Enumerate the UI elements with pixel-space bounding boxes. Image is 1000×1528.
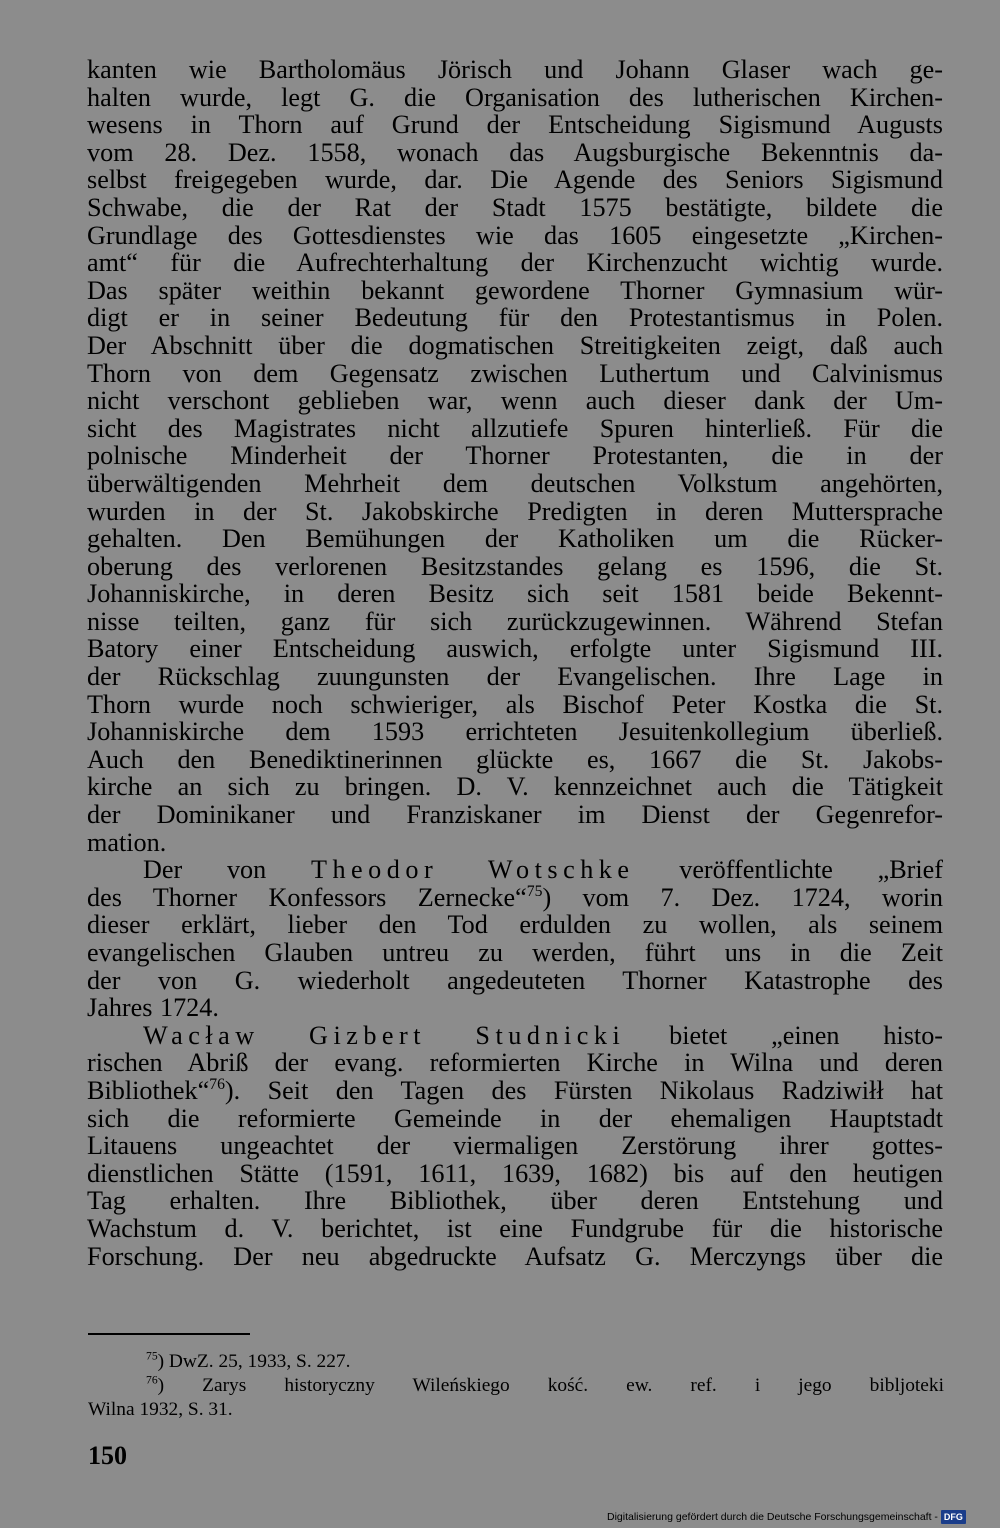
text-line: Batory einer Entscheidung auswich, erfolgte unter Sigismund III. [87, 634, 943, 664]
dfg-logo-icon: DFG [941, 1510, 966, 1524]
text-line: digt er in seiner Bedeutung für den Protestantismus in Polen. [87, 303, 943, 333]
text-line: kanten wie Bartholomäus Jörisch und Johann Glaser wach ge- [87, 55, 943, 84]
text-line: der von G. wiederholt angedeuteten Thorner Katastrophe des [87, 965, 943, 995]
text-line: Das später weithin bekannt gewordene Thorner Gymnasium wür- [87, 275, 943, 305]
text-line: vom 28. Dez. 1558, wonach das Augsburgische Bekenntnis da- [87, 137, 943, 167]
paragraph-3 [87, 1022, 943, 1270]
text-line: dieser erklärt, lieber den Tod erdulden zu wollen, als seinem [87, 910, 943, 940]
author-name: Wacław Gizbert Studnicki [143, 1020, 626, 1050]
text-line: Thorn von dem Gegensatz zwischen Luthertum und Calvinismus [87, 358, 943, 388]
text-line: Jahres 1724. [87, 993, 219, 1023]
credit-text: Digitalisierung gefördert durch die Deutsche Forschungsgemeinschaft - [607, 1511, 938, 1523]
paragraph-1 [87, 56, 943, 856]
text-line: der Rückschlag zuungunsten der Evangelischen. Ihre Lage in [87, 662, 943, 692]
text-line: gehalten. Den Bemühungen der Katholiken um die Rücker- [87, 524, 943, 554]
text-line: Der Abschnitt über die dogmatischen Streitigkeiten zeigt, daß auch [87, 330, 943, 360]
text-line: sicht des Magistrates nicht allzutiefe Spuren hinterließ. Für die [87, 413, 943, 443]
footnote-76-continuation: Wilna 1932, S. 31. [88, 1399, 233, 1420]
text-line: Johanniskirche dem 1593 errichteten Jesuitenkollegium überließ. [87, 717, 943, 747]
text-line: mation. [87, 827, 167, 857]
text-line: sich die reformierte Gemeinde in der ehemaligen Hauptstadt [87, 1103, 943, 1133]
text-line: Forschung. Der neu abgedruckte Aufsatz G. Merczyngs über die [87, 1241, 943, 1271]
text-line: Bibliothek“$^{76}$). Seit den Tagen des Fürsten Nikolaus Radziwiłł hat [87, 1075, 943, 1105]
text-line: halten wurde, legt G. die Organisation des lutherischen Kirchen- [87, 82, 943, 112]
text-line: Litauens ungeachtet der viermaligen Zerstörung ihrer gottes- [87, 1131, 943, 1161]
text-line: Grundlage des Gottesdienstes wie das 1605 eingesetzte „Kirchen- [87, 220, 943, 250]
text-line: des Thorner Konfessors Zernecke“$^{75}$) vom 7. Dez. 1724, worin [87, 882, 943, 912]
text-line: Tag erhalten. Ihre Bibliothek, über deren Entstehung und [87, 1186, 943, 1216]
text-line: nicht verschont geblieben war, wenn auch dieser dank der Um- [87, 386, 943, 416]
text-line: selbst freigegeben wurde, dar. Die Agende des Seniors Sigismund [87, 165, 943, 195]
text-line: wesens in Thorn auf Grund der Entscheidung Sigismund Augusts [87, 110, 943, 140]
digitization-credit [607, 1508, 966, 1526]
text-line: polnische Minderheit der Thorner Protestanten, die in der [87, 441, 943, 471]
footnote-rule [88, 1333, 250, 1335]
text-line: rischen Abriß der evang. reformierten Kirche in Wilna und deren [87, 1048, 943, 1078]
text-line: Wachstum d. V. berichtet, ist eine Fundgrube für die historische [87, 1213, 943, 1243]
text-line: oberung des verlorenen Besitzstandes gelang es 1596, die St. [87, 551, 943, 581]
footnote-75: $^{75}$) DwZ. 25, 1933, S. 227. [146, 1349, 351, 1372]
paragraph-2 [87, 856, 943, 1022]
text-line: kirche an sich zu bringen. D. V. kennzeichnet auch die Tätigkeit [87, 772, 943, 802]
footnote-ref: 75 [526, 882, 543, 900]
author-name: Theodor Wotschke [310, 855, 635, 885]
text-line: Schwabe, die der Rat der Stadt 1575 bestätigte, bildete die [87, 192, 943, 222]
text-line: nisse teilten, ganz für sich zurückzugewinnen. Während Stefan [87, 606, 943, 636]
body-text [87, 56, 943, 1270]
text-line: der Dominikaner und Franziskaner im Dienst der Gegenrefor- [87, 800, 943, 830]
footnotes [88, 1350, 944, 1422]
page-number: 150 [88, 1441, 127, 1470]
footnote-76: $^{76}$) Zarys historyczny Wileńskiego kość. ew. ref. i jego bibljoteki [146, 1373, 944, 1396]
text-line: Der von Theodor Wotschke veröffentlichte „Brief [143, 855, 944, 885]
text-line: Thorn wurde noch schwieriger, als Bischof Peter Kostka die St. [87, 689, 943, 719]
text-line: Johanniskirche, in deren Besitz sich seit 1581 beide Bekennt- [87, 579, 943, 609]
text-line: amt“ für die Aufrechterhaltung der Kirchenzucht wichtig wurde. [87, 248, 943, 278]
text-line: wurden in der St. Jakobskirche Predigten in deren Muttersprache [87, 496, 943, 526]
text-line: überwältigenden Mehrheit dem deutschen Volkstum angehörten, [87, 468, 943, 498]
text-line: dienstlichen Stätte (1591, 1611, 1639, 1682) bis auf den heutigen [87, 1158, 943, 1188]
text-line: evangelischen Glauben untreu zu werden, führt uns in die Zeit [87, 938, 943, 967]
text-line: Wacław Gizbert Studnicki bietet „einen histo- [143, 1020, 944, 1050]
footnote-ref: 76 [209, 1075, 225, 1093]
text-line: Auch den Benediktinerinnen glückte es, 1667 die St. Jakobs- [87, 744, 943, 774]
